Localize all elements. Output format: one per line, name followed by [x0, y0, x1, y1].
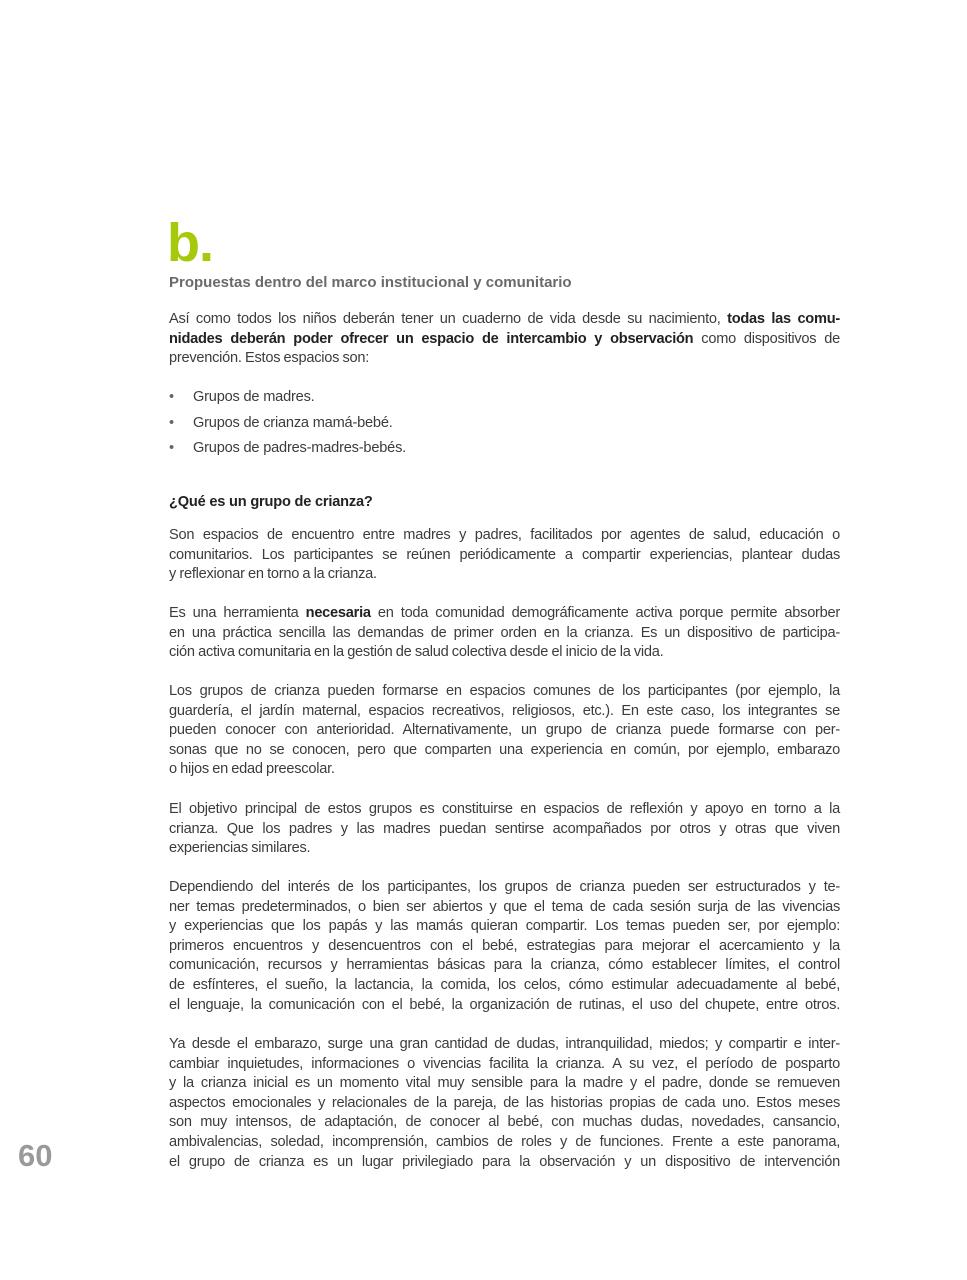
text-line: Es una herramienta necesaria en toda comunidad demográficamente activa porque permite absorber [169, 605, 841, 621]
bullet-icon: • [169, 440, 174, 456]
text-line: nidades deberán poder ofrecer un espacio de intercambio y observación como dispositivos de [169, 330, 840, 347]
text-line: y la crianza inicial es un momento vital muy sensible para la madre y el padre, donde se remueven [169, 1075, 840, 1092]
text-line: de esfínteres, el sueño, la lactancia, la comida, los celos, cómo estimular adecuadamente al bebé, [169, 976, 840, 993]
text-line: comunitarios. Los participantes se reúnen periódicamente a compartir experiencias, plantear dudas [169, 546, 840, 563]
text-line: ambivalencias, soledad, incomprensión, cambios de roles y de funciones. Frente a este panorama, [169, 1133, 840, 1150]
text-line: y reflexionar en torno a la crianza. [169, 566, 377, 583]
text-line: en una práctica sencilla las demandas de primer orden en la crianza. Es un dispositivo de participa- [169, 624, 840, 641]
text-line: ner temas predeterminados, o bien ser abiertos y que el tema de cada sesión surja de las vivencias [169, 898, 840, 915]
list-item: • Grupos de crianza mamá-bebé. [169, 414, 393, 431]
text-line: Así como todos los niños deberán tener un cuaderno de vida desde su nacimiento, todas las comu- [169, 311, 840, 327]
paragraph [169, 682, 840, 780]
text-line: comunicación, recursos y herramientas básicas para la crianza, cómo establecer límites, el control [169, 957, 840, 974]
section-letter: b. [167, 213, 213, 273]
text-line: y experiencias que los papás y las mamás quieran compartir. Los temas pueden ser, por ejemplo: [169, 918, 840, 935]
text-line: experiencias similares. [169, 840, 311, 857]
paragraph-intro [169, 310, 840, 369]
paragraph [169, 878, 840, 1015]
bullet-list [169, 387, 406, 464]
text-line: cambiar inquietudes, informaciones o vivencias facilita la crianza. A su vez, el período de posparto [169, 1055, 840, 1072]
text-line: Ya desde el embarazo, surge una gran cantidad de dudas, intranquilidad, miedos; y compartir e inter- [169, 1036, 840, 1052]
text-line: ción activa comunitaria en la gestión de salud colectiva desde el inicio de la vida. [169, 644, 664, 661]
paragraph [169, 526, 840, 585]
text-line: guardería, el jardín maternal, espacios recreativos, religiosos, etc.). En este caso, los integrantes se [169, 702, 840, 719]
question-heading: ¿Qué es un grupo de crianza? [169, 494, 373, 510]
text-line: o hijos en edad preescolar. [169, 761, 335, 778]
text-line: primeros encuentros y desencuentros con el bebé, estrategias para mejorar el acercamiento y la [169, 937, 840, 954]
text-line: sonas que no se conocen, pero que comparten una experiencia en común, por ejemplo, embarazo [169, 741, 840, 758]
text-line: el grupo de crianza es un lugar privilegiado para la observación y un dispositivo de intervención [169, 1153, 840, 1170]
list-item: • Grupos de madres. [169, 389, 315, 405]
text-line: El objetivo principal de estos grupos es constituirse en espacios de reflexión y apoyo en torno a la [169, 801, 840, 817]
text-line: Dependiendo del interés de los participantes, los grupos de crianza pueden ser estructurados y te- [169, 879, 840, 895]
text-line: prevención. Estos espacios son: [169, 350, 370, 367]
paragraph [169, 800, 840, 859]
text-line: aspectos emocionales y relacionales de la pareja, de las historias propias de cada uno. Estos meses [169, 1094, 840, 1111]
text-line: son muy intensos, de adaptación, de conocer al bebé, con muchas dudas, novedades, cansancio, [169, 1114, 840, 1131]
text-line: pueden conocer con anterioridad. Alternativamente, un grupo de crianza puede formarse con per- [169, 722, 840, 739]
section-subtitle: Propuestas dentro del marco institucional y comunitario [169, 274, 572, 291]
bullet-icon: • [169, 414, 174, 431]
text-line: Son espacios de encuentro entre madres y padres, facilitados por agentes de salud, educación o [169, 527, 840, 543]
text-line: Los grupos de crianza pueden formarse en espacios comunes de los participantes (por ejemplo, la [169, 683, 840, 699]
paragraph [169, 1035, 840, 1172]
list-item: • Grupos de padres-madres-bebés. [169, 440, 407, 456]
text-line: el lenguaje, la comunicación con el bebé, la organización de rutinas, el uso del chupete, entre otros. [169, 996, 840, 1013]
paragraph [169, 604, 840, 663]
text-line: crianza. Que los padres y las madres puedan sentirse acompañados por otros y otras que viven [169, 820, 840, 837]
page-number: 60 [18, 1138, 53, 1173]
bullet-icon: • [169, 389, 174, 405]
